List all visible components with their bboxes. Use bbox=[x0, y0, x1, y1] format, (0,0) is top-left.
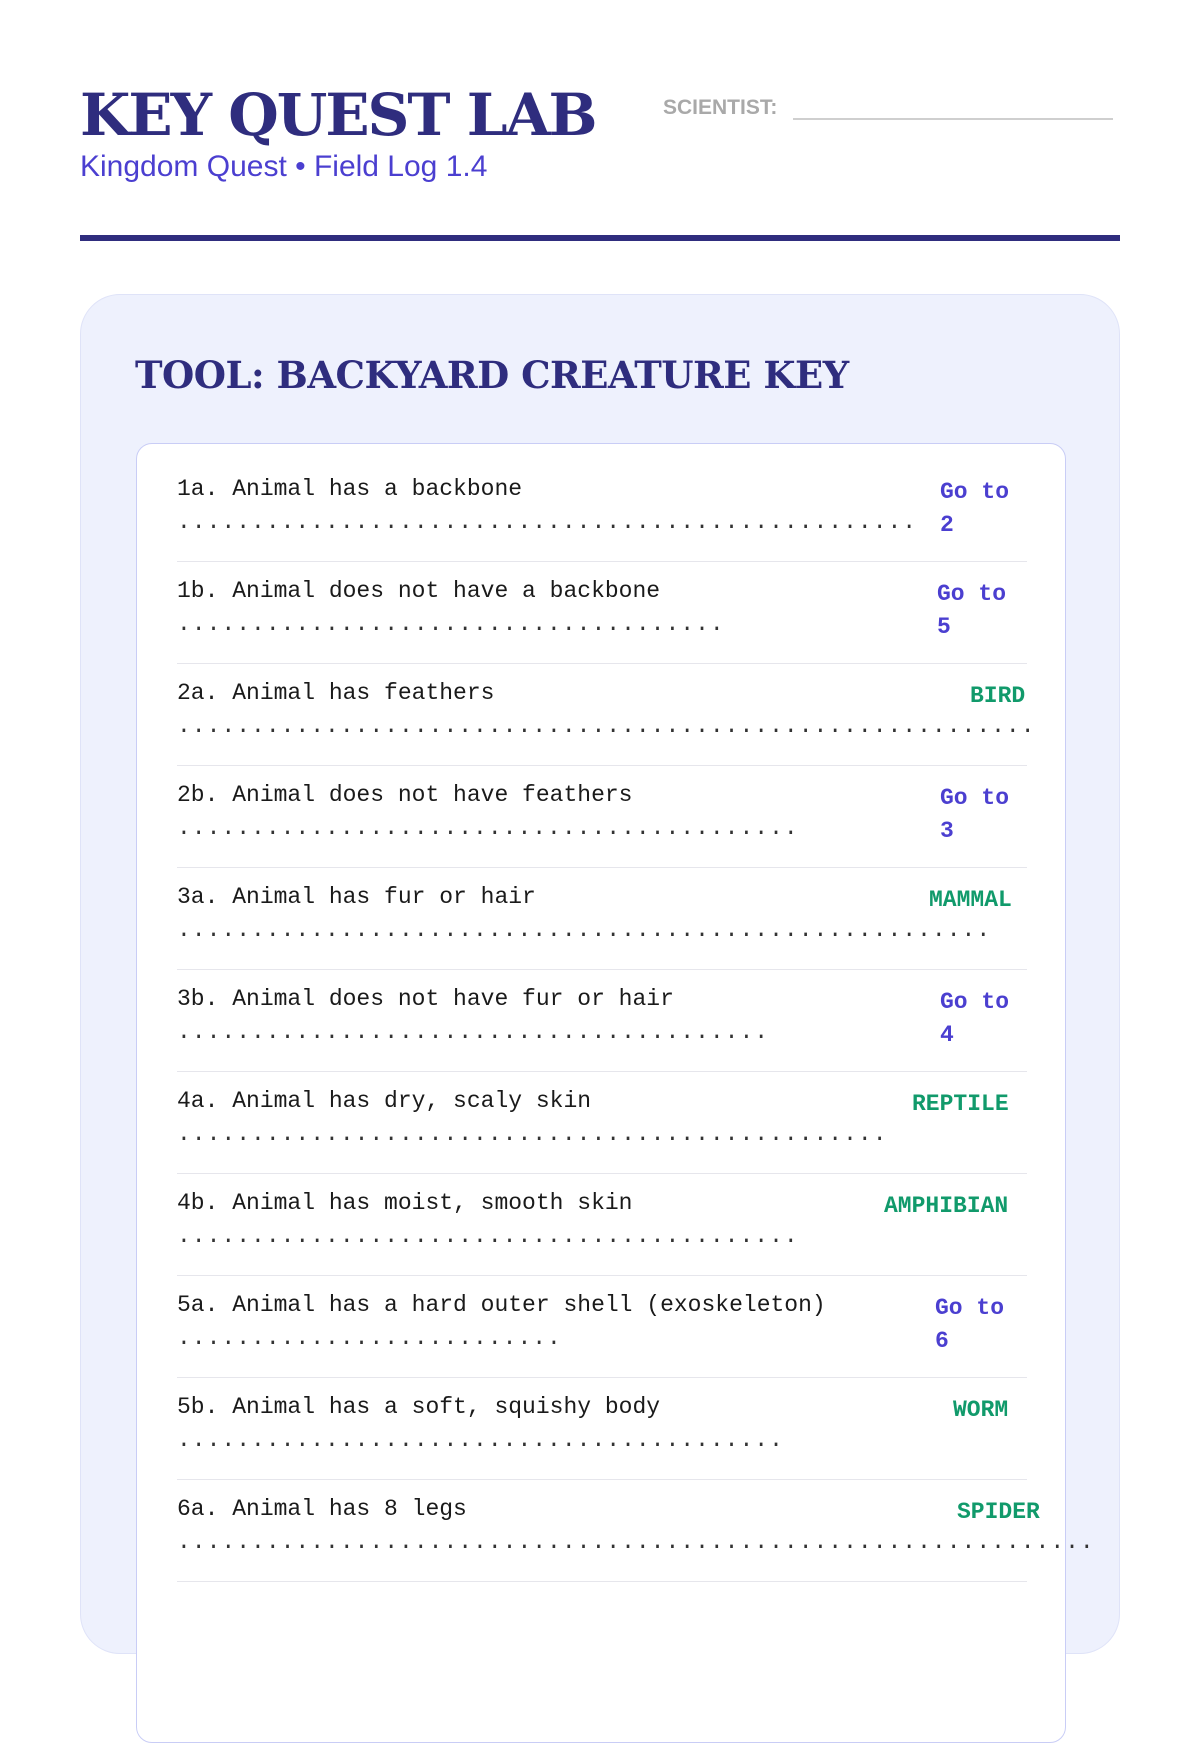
tool-title: TOOL: BACKYARD CREATURE KEY bbox=[135, 353, 849, 397]
key-result-answer: BIRD bbox=[970, 683, 1026, 709]
key-leader-dots: ......................................... bbox=[177, 1427, 784, 1453]
key-result-answer: AMPHIBIAN bbox=[884, 1193, 1009, 1219]
row-divider bbox=[177, 969, 1027, 970]
row-divider bbox=[177, 1071, 1027, 1072]
key-clue: 4a. Animal has dry, scaly skin bbox=[177, 1088, 592, 1114]
key-clue: 1b. Animal does not have a backbone bbox=[177, 578, 661, 604]
row-divider bbox=[177, 561, 1027, 562]
key-leader-dots: .............................................................. bbox=[177, 1529, 1095, 1555]
page-title: KEY QUEST LAB bbox=[80, 81, 596, 149]
row-divider bbox=[177, 663, 1027, 664]
key-clue: 3b. Animal does not have fur or hair bbox=[177, 986, 674, 1012]
page-subtitle: Kingdom Quest • Field Log 1.4 bbox=[80, 150, 488, 183]
key-result-answer: SPIDER bbox=[957, 1499, 1040, 1525]
row-divider bbox=[177, 1173, 1027, 1174]
key-clue: 6a. Animal has 8 legs bbox=[177, 1496, 467, 1522]
row-divider bbox=[177, 765, 1027, 766]
key-leader-dots: ................................................ bbox=[177, 1121, 888, 1147]
key-result-answer: REPTILE bbox=[912, 1091, 1009, 1117]
key-clue: 1a. Animal has a backbone bbox=[177, 476, 523, 502]
key-result-goto: Go to 4 bbox=[940, 989, 1010, 1048]
scientist-name-input[interactable] bbox=[793, 86, 1113, 120]
tool-card bbox=[80, 294, 1120, 1654]
key-leader-dots: .......................................................... bbox=[177, 713, 1036, 739]
key-clue: 2b. Animal does not have feathers bbox=[177, 782, 633, 808]
key-clue: 3a. Animal has fur or hair bbox=[177, 884, 536, 910]
key-leader-dots: .................................................. bbox=[177, 509, 918, 535]
key-leader-dots: ....................................................... bbox=[177, 917, 992, 943]
row-divider bbox=[177, 1275, 1027, 1276]
key-leader-dots: .......................... bbox=[177, 1325, 562, 1351]
scientist-label: SCIENTIST: bbox=[663, 96, 778, 119]
key-leader-dots: ..................................... bbox=[177, 611, 725, 637]
scientist-field bbox=[663, 86, 1113, 120]
row-divider bbox=[177, 867, 1027, 868]
row-divider bbox=[177, 1581, 1027, 1582]
key-result-goto: Go to 3 bbox=[940, 785, 1010, 844]
key-result-answer: MAMMAL bbox=[929, 887, 1012, 913]
key-clue: 5a. Animal has a hard outer shell (exoskeleton) bbox=[177, 1292, 826, 1318]
key-result-goto: Go to 5 bbox=[937, 581, 1007, 640]
key-list bbox=[136, 443, 1095, 1743]
key-leader-dots: .......................................... bbox=[177, 1223, 799, 1249]
key-clue: 2a. Animal has feathers bbox=[177, 680, 495, 706]
key-result-goto: Go to 2 bbox=[940, 479, 1010, 538]
key-clue: 5b. Animal has a soft, squishy body bbox=[177, 1394, 661, 1420]
key-result-goto: Go to 6 bbox=[935, 1295, 1005, 1354]
row-divider bbox=[177, 1377, 1027, 1378]
header-divider bbox=[80, 235, 1120, 241]
key-leader-dots: ........................................ bbox=[177, 1019, 770, 1045]
row-divider bbox=[177, 1479, 1027, 1480]
key-leader-dots: .......................................... bbox=[177, 815, 799, 841]
key-result-answer: WORM bbox=[953, 1397, 1009, 1423]
key-clue: 4b. Animal has moist, smooth skin bbox=[177, 1190, 633, 1216]
